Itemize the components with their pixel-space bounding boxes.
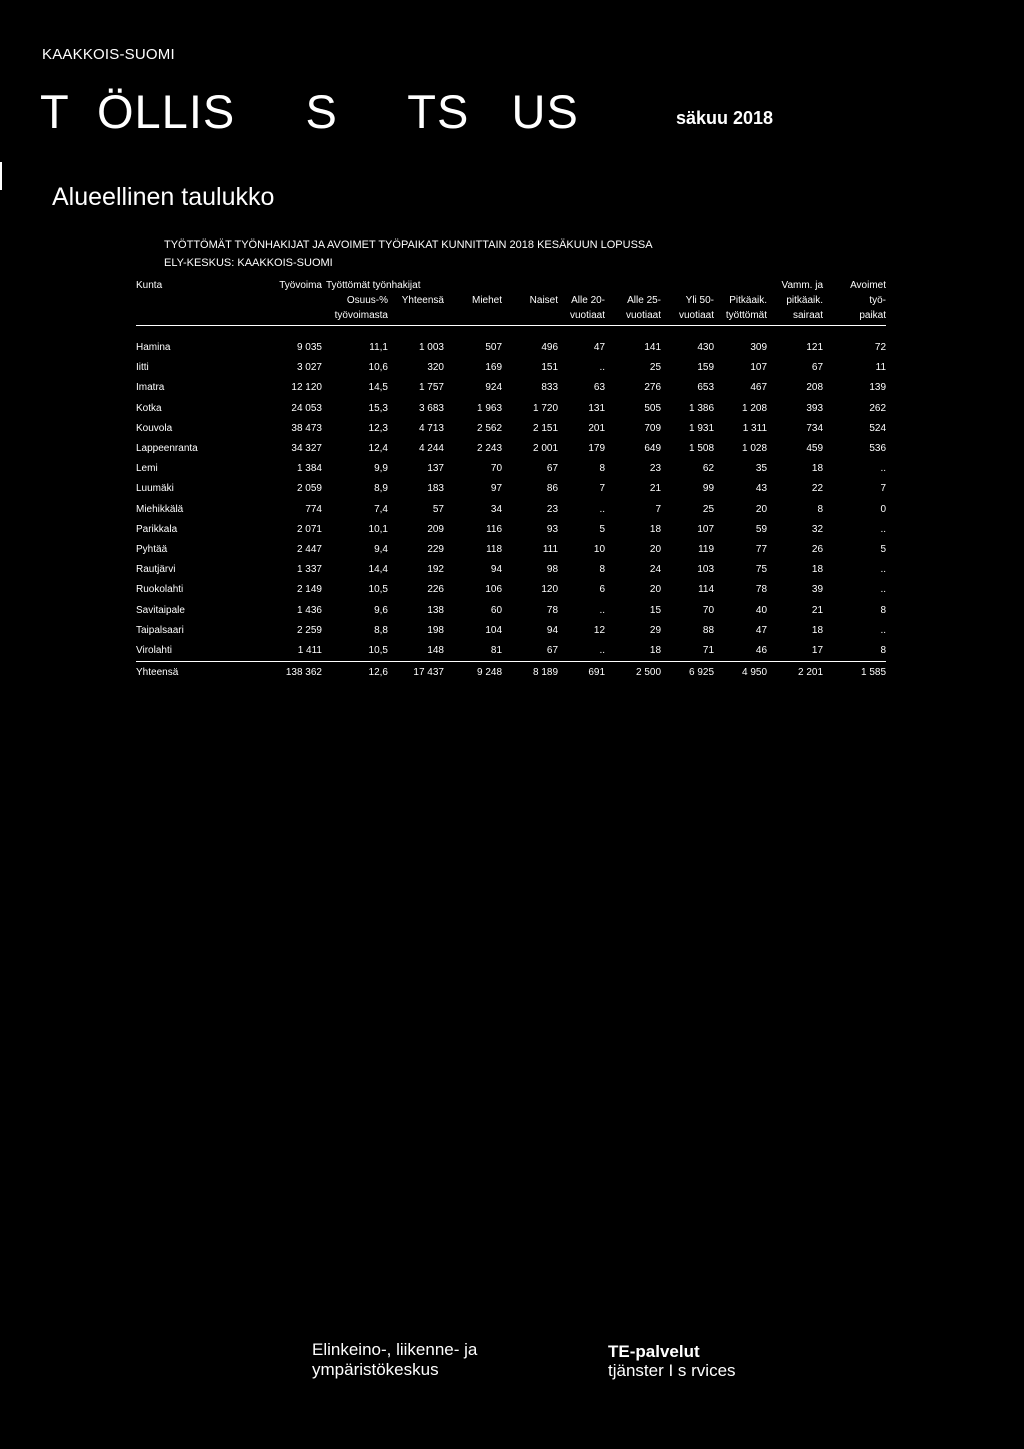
- table-row: [136, 621, 886, 641]
- table-cell: 40: [755, 604, 768, 616]
- table-cell: 57: [432, 503, 444, 515]
- table-cell: 9 035: [296, 342, 322, 353]
- section-title: Alueellinen taulukko: [52, 183, 275, 211]
- table-row: [136, 399, 886, 419]
- total-cell: 6 925: [661, 662, 714, 685]
- table-cell: 192: [427, 564, 444, 576]
- municipality-name: Ruokolahti: [136, 584, 184, 596]
- municipality-name: Taipalsaari: [136, 624, 184, 636]
- table-cell: 26: [811, 544, 824, 556]
- table-cell: 21: [649, 483, 662, 495]
- municipality-name: Pyhtää: [136, 544, 168, 556]
- table-cell: 47: [593, 342, 606, 353]
- table-cell: 15,3: [368, 402, 388, 414]
- table-cell: 104: [485, 624, 503, 636]
- ely-keskus-logo: [312, 1340, 477, 1380]
- municipality-name: Virolahti: [136, 645, 172, 657]
- table-row: [136, 601, 886, 621]
- table-cell: 226: [427, 584, 444, 596]
- table-cell: 78: [755, 584, 768, 596]
- table-cell: 137: [427, 463, 444, 475]
- header-alle20-2: vuotiaat: [558, 308, 605, 326]
- table-cell: 8: [599, 463, 606, 475]
- table-cell: 34 327: [291, 443, 322, 455]
- table-cell: 2 259: [296, 624, 322, 636]
- table-cell: 2 071: [296, 523, 322, 535]
- table-cell: 4 713: [418, 422, 444, 434]
- table-row: [136, 520, 886, 540]
- header-kunta: Kunta: [136, 280, 163, 291]
- table-cell: 5: [880, 544, 887, 556]
- table-cell: 97: [490, 483, 503, 495]
- table-cell: 276: [644, 382, 662, 394]
- table-cell: 1 411: [297, 645, 322, 657]
- table-cell: 72: [874, 342, 887, 353]
- header-alle25-1: Alle 25-: [627, 295, 662, 306]
- table-cell: 1 003: [418, 342, 444, 353]
- municipality-name: Kouvola: [136, 422, 173, 434]
- table-cell: 24 053: [291, 402, 322, 414]
- table-caption: [164, 236, 653, 272]
- table-cell: 505: [644, 402, 662, 414]
- table-cell: 9,6: [374, 604, 388, 616]
- municipality-name: Miehikkälä: [136, 503, 184, 515]
- table-cell: 20: [649, 584, 662, 596]
- table-cell: 60: [490, 604, 503, 616]
- table-cell: 94: [546, 624, 559, 636]
- table-cell: ..: [880, 564, 887, 576]
- table-cell: 8: [817, 503, 824, 515]
- table-cell: ..: [599, 362, 606, 374]
- table-cell: 131: [588, 402, 606, 414]
- table-cell: 67: [811, 362, 824, 374]
- table-cell: 1 208: [741, 402, 768, 414]
- table-cell: 59: [755, 523, 768, 535]
- table-cell: 709: [644, 422, 662, 434]
- table-cell: 536: [869, 443, 887, 455]
- table-cell: 34: [490, 503, 503, 515]
- report-title: T ÖLLIS S TS US: [40, 85, 579, 138]
- table-cell: 183: [427, 483, 444, 495]
- table-cell: 1 931: [688, 422, 715, 434]
- header-miehet: Miehet: [472, 295, 503, 306]
- header-pitkaaik-2: työttömät: [714, 308, 767, 326]
- table-cell: 209: [427, 523, 444, 535]
- table-row: [136, 358, 886, 378]
- header-avoimet-3: paikat: [823, 308, 886, 326]
- table-cell: 1 311: [742, 422, 768, 434]
- table-row: [136, 378, 886, 398]
- table-cell: 11,1: [369, 342, 388, 353]
- table-cell: 38 473: [291, 422, 322, 434]
- table-cell: 62: [702, 463, 715, 475]
- table-cell: 201: [588, 422, 606, 434]
- table-cell: 20: [649, 544, 662, 556]
- header-yli50-1: Yli 50-: [685, 295, 715, 306]
- table-cell: 23: [649, 463, 662, 475]
- table-cell: 1 384: [296, 463, 322, 475]
- table-cell: 1 436: [296, 604, 322, 616]
- table-cell: 3 683: [418, 402, 444, 414]
- header-yhteensa: Yhteensä: [401, 295, 444, 306]
- table-cell: 18: [811, 564, 824, 576]
- table-cell: 10,6: [368, 362, 388, 374]
- table-cell: 2 447: [296, 544, 322, 556]
- total-cell: 4 950: [714, 662, 767, 685]
- table-cell: 7,4: [374, 503, 388, 515]
- municipality-name: Hamina: [136, 342, 171, 353]
- table-cell: 7: [880, 483, 887, 495]
- table-cell: 12,3: [368, 422, 388, 434]
- municipality-name: Imatra: [136, 382, 165, 394]
- table-cell: 2 151: [532, 422, 559, 434]
- table-cell: 229: [427, 544, 444, 556]
- table-cell: 70: [490, 463, 503, 475]
- table-cell: 10,5: [368, 645, 388, 657]
- table-row: [136, 500, 886, 520]
- table-cell: 103: [697, 564, 715, 576]
- table-cell: 43: [755, 483, 768, 495]
- table-cell: 29: [649, 624, 662, 636]
- table-cell: 67: [546, 463, 559, 475]
- table-row: [136, 459, 886, 479]
- municipality-name: Savitaipale: [136, 604, 185, 616]
- header-avoimet-2: työ-: [869, 295, 887, 306]
- statistics-table-wrapper: [136, 278, 886, 684]
- total-cell: 17 437: [388, 662, 444, 685]
- table-cell: 18: [649, 645, 662, 657]
- table-cell: 2 059: [296, 483, 322, 495]
- header-alle20-1: Alle 20-: [571, 295, 606, 306]
- municipality-name: Kotka: [136, 402, 162, 414]
- total-cell: 8 189: [502, 662, 558, 685]
- table-cell: ..: [599, 604, 606, 616]
- table-cell: 309: [750, 342, 768, 353]
- ely-logo-line2: ympäristökeskus: [312, 1360, 439, 1379]
- table-cell: 2 562: [476, 422, 503, 434]
- table-cell: 208: [806, 382, 824, 394]
- table-cell: 0: [880, 503, 887, 515]
- header-avoimet-1: Avoimet: [850, 280, 887, 291]
- table-cell: 774: [305, 503, 322, 515]
- municipality-name: Lappeenranta: [136, 443, 198, 455]
- total-cell: 691: [558, 662, 605, 685]
- table-cell: 119: [698, 544, 715, 556]
- table-cell: 10: [593, 544, 606, 556]
- table-cell: 70: [702, 604, 715, 616]
- table-cell: 2 149: [296, 584, 322, 596]
- header-pitkaaik-1: Pitkäaik.: [729, 295, 768, 306]
- table-cell: 1 337: [296, 564, 322, 576]
- table-row: [136, 560, 886, 580]
- table-cell: 25: [649, 362, 662, 374]
- table-cell: 11: [875, 362, 887, 374]
- municipality-name: Iitti: [136, 362, 149, 374]
- table-cell: 94: [490, 564, 503, 576]
- table-cell: 8: [599, 564, 606, 576]
- table-cell: 86: [546, 483, 559, 495]
- header-osuus-1: Osuus-%: [346, 295, 388, 306]
- table-cell: ..: [880, 624, 887, 636]
- table-cell: 75: [755, 564, 768, 576]
- table-cell: 393: [806, 402, 824, 414]
- table-cell: 22: [811, 483, 824, 495]
- table-cell: 4 244: [418, 443, 444, 455]
- table-row: [136, 540, 886, 560]
- table-cell: 507: [485, 342, 503, 353]
- table-cell: 1 508: [688, 443, 715, 455]
- table-cell: 15: [649, 604, 662, 616]
- table-caption-line2: ELY-KESKUS: KAAKKOIS-SUOMI: [164, 257, 333, 269]
- table-cell: 47: [755, 624, 768, 636]
- header-yli50-2: vuotiaat: [661, 308, 714, 326]
- table-cell: 77: [755, 544, 768, 556]
- table-cell: 46: [755, 645, 768, 657]
- table-cell: 63: [593, 382, 606, 394]
- table-cell: 1 028: [741, 443, 768, 455]
- table-cell: 107: [697, 523, 715, 535]
- table-caption-line1: TYÖTTÖMÄT TYÖNHAKIJAT JA AVOIMET TYÖPAIKAT KUNNITTAIN 2018 KESÄKUUN LOPUSSA: [164, 239, 653, 251]
- table-cell: 159: [697, 362, 715, 374]
- table-cell: 6: [599, 584, 606, 596]
- header-group-tyottomat: Työttömät työnhakijat: [326, 280, 421, 291]
- table-cell: 467: [750, 382, 768, 394]
- table-cell: 8,8: [374, 624, 388, 636]
- table-cell: 24: [649, 564, 662, 576]
- table-cell: 262: [869, 402, 887, 414]
- table-cell: 106: [485, 584, 503, 596]
- table-cell: 148: [427, 645, 444, 657]
- total-label: Yhteensä: [136, 662, 248, 685]
- table-cell: ..: [880, 463, 887, 475]
- table-row: [136, 326, 886, 359]
- table-cell: 1 757: [418, 382, 444, 394]
- table-cell: 23: [546, 503, 559, 515]
- municipality-name: Parikkala: [136, 523, 178, 535]
- table-cell: 7: [599, 483, 606, 495]
- header-osuus-2: työvoimasta: [248, 308, 388, 326]
- municipality-name: Rautjärvi: [136, 564, 176, 576]
- table-cell: 430: [697, 342, 715, 353]
- table-total-row: [136, 662, 886, 685]
- table-cell: ..: [599, 503, 606, 515]
- statistics-table: [136, 278, 886, 684]
- total-cell: 2 201: [767, 662, 823, 685]
- table-cell: 120: [541, 584, 559, 596]
- table-cell: 3 027: [296, 362, 322, 374]
- table-cell: 99: [702, 483, 715, 495]
- table-cell: 734: [806, 422, 824, 434]
- table-cell: 2 001: [532, 443, 559, 455]
- te-logo-line1: TE-palvelut: [608, 1342, 700, 1361]
- table-cell: 18: [811, 463, 824, 475]
- table-cell: 649: [644, 443, 662, 455]
- table-cell: 107: [750, 362, 768, 374]
- header-naiset: Naiset: [529, 295, 559, 306]
- table-cell: 924: [485, 382, 503, 394]
- table-cell: ..: [880, 584, 887, 596]
- table-cell: 9,9: [374, 463, 388, 475]
- table-cell: 18: [649, 523, 662, 535]
- header-alle25-2: vuotiaat: [605, 308, 661, 326]
- table-cell: 114: [698, 584, 715, 596]
- table-cell: 9,4: [374, 544, 388, 556]
- table-cell: 121: [806, 342, 824, 353]
- table-cell: 67: [546, 645, 559, 657]
- te-palvelut-logo: [608, 1342, 736, 1380]
- table-cell: 8,9: [374, 483, 388, 495]
- table-cell: 93: [546, 523, 559, 535]
- table-cell: 2 243: [476, 443, 503, 455]
- table-header-row-2: [136, 293, 886, 308]
- te-logo-line2: tjänster I s rvices: [608, 1361, 736, 1380]
- table-cell: 14,4: [368, 564, 388, 576]
- table-cell: 20: [755, 503, 768, 515]
- table-cell: 12 120: [291, 382, 322, 394]
- table-cell: 116: [486, 523, 503, 535]
- region-label: KAAKKOIS-SUOMI: [42, 46, 175, 63]
- table-cell: 169: [485, 362, 503, 374]
- table-cell: 21: [811, 604, 824, 616]
- table-cell: 138: [427, 604, 444, 616]
- table-cell: 111: [542, 544, 559, 556]
- table-cell: 35: [755, 463, 768, 475]
- table-row: [136, 479, 886, 499]
- table-cell: ..: [599, 645, 606, 657]
- table-cell: 10,5: [368, 584, 388, 596]
- table-cell: 833: [541, 382, 559, 394]
- table-cell: 320: [427, 362, 444, 374]
- header-vamm-2: pitkäaik.: [786, 295, 824, 306]
- table-row: [136, 580, 886, 600]
- table-cell: 10,1: [368, 523, 388, 535]
- table-body: [136, 326, 886, 685]
- table-cell: 459: [806, 443, 824, 455]
- table-cell: 18: [811, 624, 824, 636]
- table-cell: 14,5: [368, 382, 388, 394]
- header-vamm-3: sairaat: [767, 308, 823, 326]
- table-cell: 12,4: [368, 443, 388, 455]
- total-cell: 138 362: [248, 662, 322, 685]
- municipality-name: Lemi: [136, 463, 158, 475]
- table-header-row-3: [136, 308, 886, 326]
- ely-logo-line1: Elinkeino-, liikenne- ja: [312, 1340, 478, 1359]
- table-cell: 12: [593, 624, 606, 636]
- table-cell: 17: [811, 645, 824, 657]
- table-cell: 71: [702, 645, 715, 657]
- table-cell: 524: [869, 422, 887, 434]
- table-cell: ..: [880, 523, 887, 535]
- header-tyovoima: Työvoima: [279, 280, 322, 291]
- table-cell: 118: [486, 544, 503, 556]
- side-marker: [0, 162, 2, 190]
- table-cell: 78: [546, 604, 559, 616]
- table-cell: 653: [697, 382, 715, 394]
- municipality-name: Luumäki: [136, 483, 174, 495]
- table-cell: 179: [588, 443, 606, 455]
- table-cell: 39: [811, 584, 824, 596]
- table-row: [136, 419, 886, 439]
- table-cell: 88: [702, 624, 715, 636]
- table-cell: 198: [427, 624, 444, 636]
- table-cell: 25: [702, 503, 715, 515]
- table-cell: 8: [880, 645, 887, 657]
- table-cell: 1 963: [476, 402, 503, 414]
- table-cell: 8: [880, 604, 887, 616]
- table-cell: 1 720: [532, 402, 559, 414]
- table-cell: 98: [546, 564, 559, 576]
- header-vamm-1: Vamm. ja: [781, 280, 824, 291]
- table-cell: 1 386: [688, 402, 715, 414]
- total-cell: 1 585: [823, 662, 886, 685]
- table-cell: 81: [490, 645, 503, 657]
- table-cell: 141: [644, 342, 662, 353]
- table-cell: 496: [541, 342, 559, 353]
- total-cell: 2 500: [605, 662, 661, 685]
- table-cell: 5: [599, 523, 606, 535]
- total-cell: 12,6: [322, 662, 388, 685]
- table-row: [136, 439, 886, 459]
- table-header-row-1: [136, 278, 886, 293]
- table-cell: 139: [869, 382, 887, 394]
- total-cell: 9 248: [444, 662, 502, 685]
- report-period: säkuu 2018: [676, 108, 774, 128]
- table-row: [136, 641, 886, 662]
- table-cell: 151: [541, 362, 559, 374]
- table-cell: 32: [811, 523, 824, 535]
- table-cell: 7: [655, 503, 662, 515]
